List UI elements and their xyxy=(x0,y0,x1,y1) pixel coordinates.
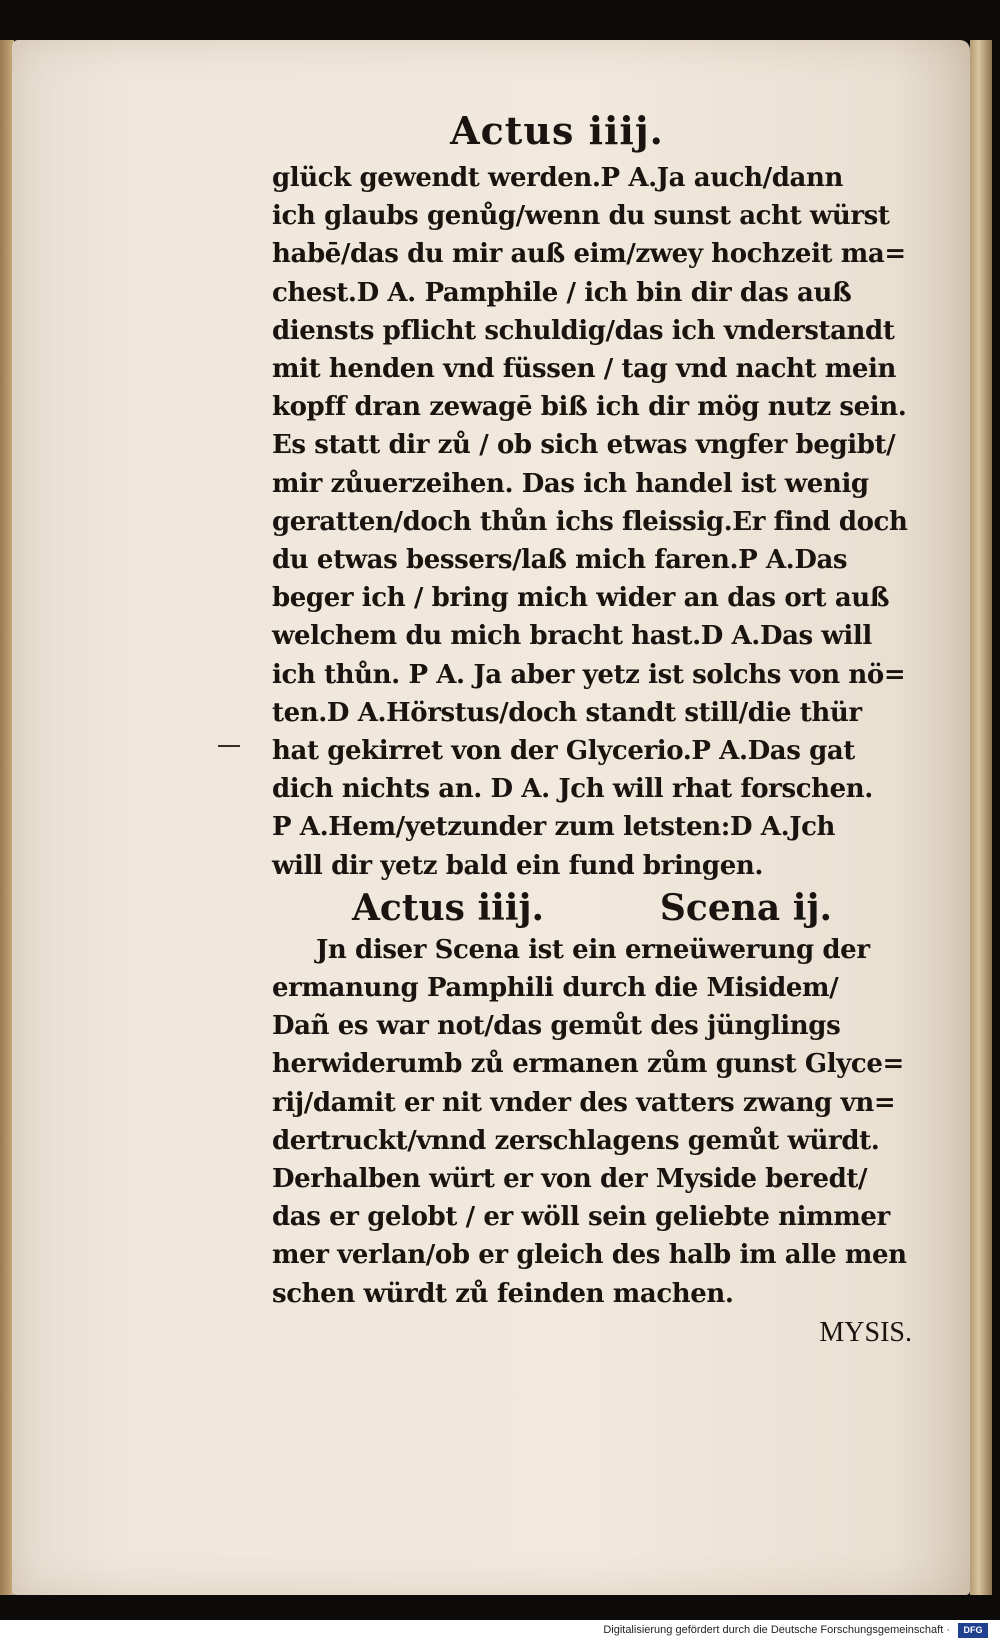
argument-line: Jn diser Scena ist ein erneüwerung der xyxy=(316,934,870,965)
scene-argument xyxy=(272,931,932,1313)
dfg-logo[interactable]: DFG xyxy=(958,1623,988,1638)
text-line: ich thůn. P A. Ja aber yetz ist solchs von nö= xyxy=(272,659,906,690)
argument-line: dertruckt/vnnd zerschlagens gemůt würdt. xyxy=(272,1125,880,1156)
text-line: mit henden vnd füssen / tag vnd nacht mein xyxy=(272,354,897,385)
scene-heading xyxy=(272,885,932,931)
argument-line: herwiderumb zů ermanen zům gunst Glyce= xyxy=(272,1049,904,1080)
scene-heading-act: Actus iiij. xyxy=(352,886,545,929)
text-line: Es statt dir zů / ob sich etwas vngfer begibt/ xyxy=(272,430,896,461)
text-line: kopff dran zewagē biß ich dir mög nutz sein. xyxy=(272,392,907,423)
argument-line: ermanung Pamphili durch die Misidem/ xyxy=(272,973,839,1004)
margin-mark xyxy=(218,745,240,747)
argument-line: mer verlan/ob er gleich des halb im alle men xyxy=(272,1240,907,1271)
funding-credit: Digitalisierung gefördert durch die Deutsche Forschungsgemeinschaft · xyxy=(603,1624,950,1636)
text-line: du etwas bessers/laß mich faren.P A.Das xyxy=(272,545,848,576)
text-block xyxy=(272,108,932,1353)
argument-line: Derhalben würt er von der Myside beredt/ xyxy=(272,1164,868,1195)
running-head: Actus iiij. xyxy=(450,108,664,153)
text-line: dich nichts an. D A. Jch will rhat forschen. xyxy=(272,774,873,805)
text-line: beger ich / bring mich wider an das ort auß xyxy=(272,583,890,614)
text-line: ten.D A.Hörstus/doch standt still/die thür xyxy=(272,697,862,728)
text-line: diensts pflicht schuldig/das ich vnderstandt xyxy=(272,315,895,346)
argument-line: das er gelobt / er wöll sein geliebte nimmer xyxy=(272,1202,890,1233)
text-line: habē/das du mir auß eim/zwey hochzeit ma= xyxy=(272,239,906,270)
page-fore-edge xyxy=(970,40,992,1595)
text-line: ich glaubs genůg/wenn du sunst acht würst xyxy=(272,201,890,232)
text-line: mir zůuerzeihen. Das ich handel ist wenig xyxy=(272,468,869,499)
text-line: glück gewendt werden.P A.Ja auch/dann xyxy=(272,163,843,193)
text-line: chest.D A. Pamphile / ich bin dir das auß xyxy=(272,277,852,308)
argument-line: rij/damit er nit vnder des vatters zwang vn= xyxy=(272,1087,896,1118)
text-line: geratten/doch thůn ichs fleissig.Er find doch xyxy=(272,506,908,537)
text-line: hat gekirret von der Glycerio.P A.Das gat xyxy=(272,736,855,767)
text-line: welchem du mich bracht hast.D A.Das will xyxy=(272,621,872,652)
dialogue-text xyxy=(272,159,932,885)
text-line: will dir yetz bald ein fund bringen. xyxy=(272,850,764,881)
argument-line: Dañ es war not/das gemůt des jünglings xyxy=(272,1011,841,1042)
scene-heading-scene: Scena ij. xyxy=(659,886,832,929)
text-line: P A.Hem/yetzunder zum letsten:D A.Jch xyxy=(272,812,836,843)
argument-line: schen würdt zů feinden machen. xyxy=(272,1278,734,1309)
catchword-speaker: MYSIS. xyxy=(819,1316,912,1348)
